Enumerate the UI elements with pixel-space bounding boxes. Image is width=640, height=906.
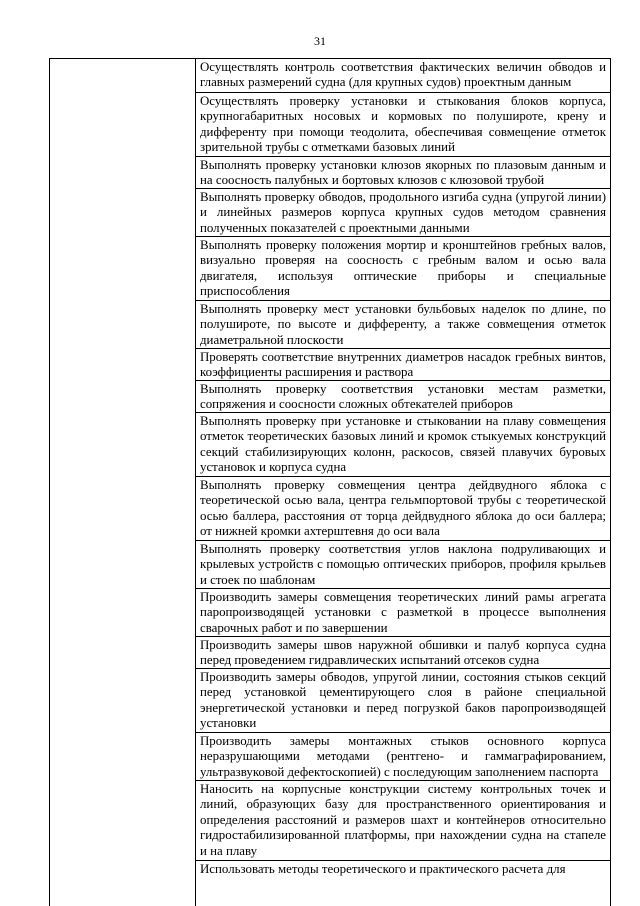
table-right-column [196, 59, 610, 906]
table-row: Производить замеры монтажных стыков основного корпуса неразрушающими методами (рентгено- и гаммаграфированием, ультразвуковой дефектоскопией) с последующим заполнением паспорта [196, 733, 610, 781]
table-row: Выполнять проверку совмещения центра дейдвудного яблока с теоретической осью вала, центра гельмпортовой трубы с теоретической осью баллера, расстояния от торца дейдвудного яблока до оси баллера; от нижней кромки ахтерштевня до оси вала [196, 477, 610, 541]
table-row: Использовать методы теоретического и практического расчета для [200, 862, 566, 876]
table-row: Производить замеры совмещения теоретических линий рамы агрегата паропроизводящей установки с разметкой в процессе выполнения сварочных работ и по завершении [196, 589, 610, 637]
table-row: Выполнять проверку положения мортир и кронштейнов гребных валов, визуально проверяя на соосность с гребным валом и осью вала двигателя, используя оптические приборы и специальные приспособления [196, 237, 610, 301]
page-number: 31 [314, 34, 326, 48]
table-row: Выполнять проверку обводов, продольного изгиба судна (упругой линии) и линейных размеров корпуса крупных судов методом сравнения полученных показателей с проектными данными [196, 189, 610, 237]
table-row: Выполнять проверку установки клюзов якорных по плазовым данным и на соосность палубных и бортовых клюзов с клюзовой трубой [196, 157, 610, 189]
competency-table [49, 58, 611, 906]
table-row: Осуществлять проверку установки и стыкования блоков корпуса, крупногабаритных носовых и кормовых по полушироте, крену и дифференту при помощи теодолита, обеспечивая совмещение отметок зрительной трубы с отметками базовых линий [196, 93, 610, 157]
table-row: Производить замеры обводов, упругой линии, состояния стыков секций перед установкой цементирующего слоя в районе специальной энергетической установки и перед погрузкой баков паропроизводящей установки [196, 669, 610, 733]
table-row: Выполнять проверку мест установки бульбовых наделок по длине, по полушироте, по высоте и дифференту, а также совмещения отметок диаметральной плоскости [196, 301, 610, 349]
table-row: Осуществлять контроль соответствия фактических величин обводов и главных размерений судна (для крупных судов) проектным данным [196, 59, 610, 93]
table-row: Выполнять проверку при установке и стыковании на плаву совмещения отметок теоретических базовых линий и кромок стыкуемых конструкций секций стабилизирующих колонн, раскосов, связей плавучих буровых установок и корпуса судна [196, 413, 610, 477]
table-row: Проверять соответствие внутренних диаметров насадок гребных винтов, коэффициенты расширения и раствора [196, 349, 610, 381]
table-row: Выполнять проверку соответствия углов наклона подруливающих и крылевых устройств с помощью оптических приборов, профиля крыльев и стоек по шаблонам [196, 541, 610, 589]
table-left-column [50, 59, 196, 906]
table-row: Выполнять проверку соответствия установки местам разметки, сопряжения и соосности сложных обтекателей приборов [196, 381, 610, 413]
table-row: Производить замеры швов наружной обшивки и палуб корпуса судна перед проведением гидравлических испытаний отсеков судна [196, 637, 610, 669]
table-row: Наносить на корпусные конструкции систему контрольных точек и линий, образующих базу для пространственного ориентирования и определения расстояний и размеров шахт и контейнеров относительно гидростабилизированной платформы, при нахождении судна на стапеле и на плаву [196, 781, 610, 861]
